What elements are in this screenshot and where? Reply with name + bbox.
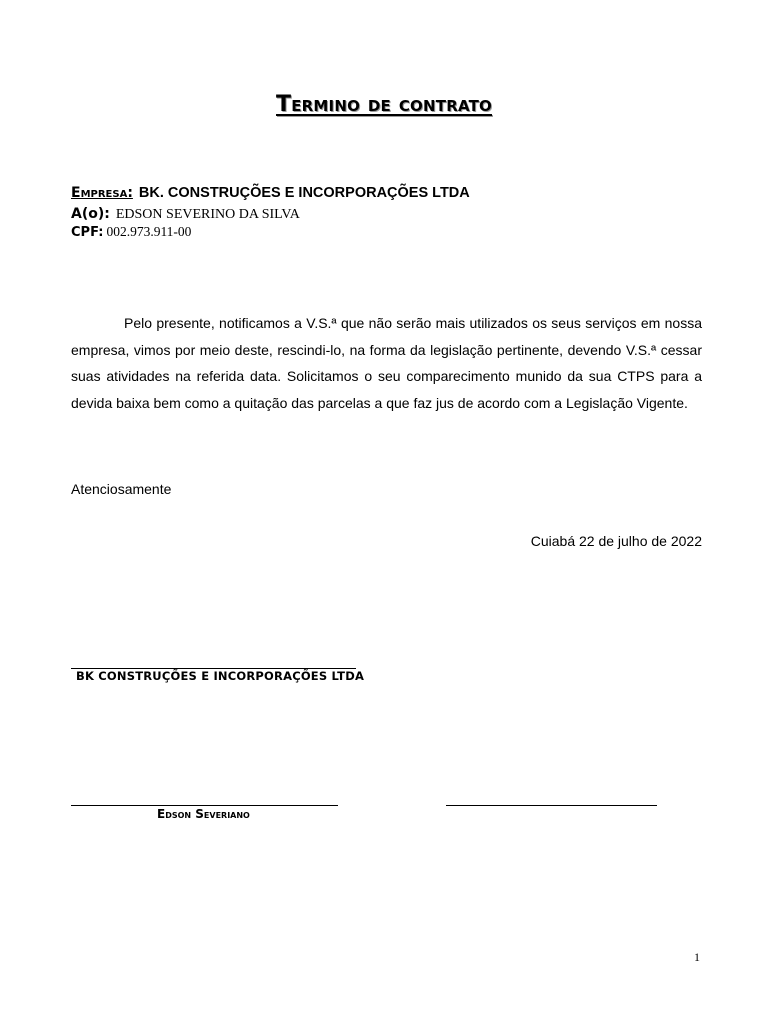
- header-empresa: [71, 185, 470, 202]
- cpf-value: 002.973.911-00: [106, 224, 192, 239]
- empresa-label: Empresa:: [71, 185, 133, 201]
- body-paragraph: Pelo presente, notificamos a V.S.ª que não serão mais utilizados os seus serviços em nossa empresa, vimos por meio deste, rescindi-lo, na forma da legislação pertinente, devendo V.S.ª cessar suas atividades na referida data. Solicitamos o seu comparecimento munido da sua CTPS para a devida baixa bem como a quitação das parcelas a que faz jus de acordo com a Legislação Vigente.: [71, 315, 702, 411]
- employee-signature-name: Edson Severiano: [157, 807, 250, 821]
- header-recipient: [71, 206, 300, 223]
- cpf-label: CPF:: [71, 225, 104, 240]
- company-signature-label: BK CONSTRUÇÕES E INCORPORAÇÕES LTDA: [76, 669, 365, 683]
- recipient-label: A(o):: [71, 206, 110, 222]
- page-number: 1: [694, 950, 700, 964]
- recipient-value: EDSON SEVERINO DA SILVA: [115, 207, 300, 222]
- empresa-value: BK. CONSTRUÇÕES E INCORPORAÇÕES LTDA: [138, 185, 470, 201]
- document-title: Termino de contrato: [276, 92, 492, 117]
- header-cpf: [71, 224, 191, 240]
- employee-signature-line: [71, 805, 338, 806]
- witness-signature-line: [446, 805, 657, 806]
- date-line: Cuiabá 22 de julho de 2022: [530, 533, 702, 549]
- closing-text: Atenciosamente: [71, 481, 172, 497]
